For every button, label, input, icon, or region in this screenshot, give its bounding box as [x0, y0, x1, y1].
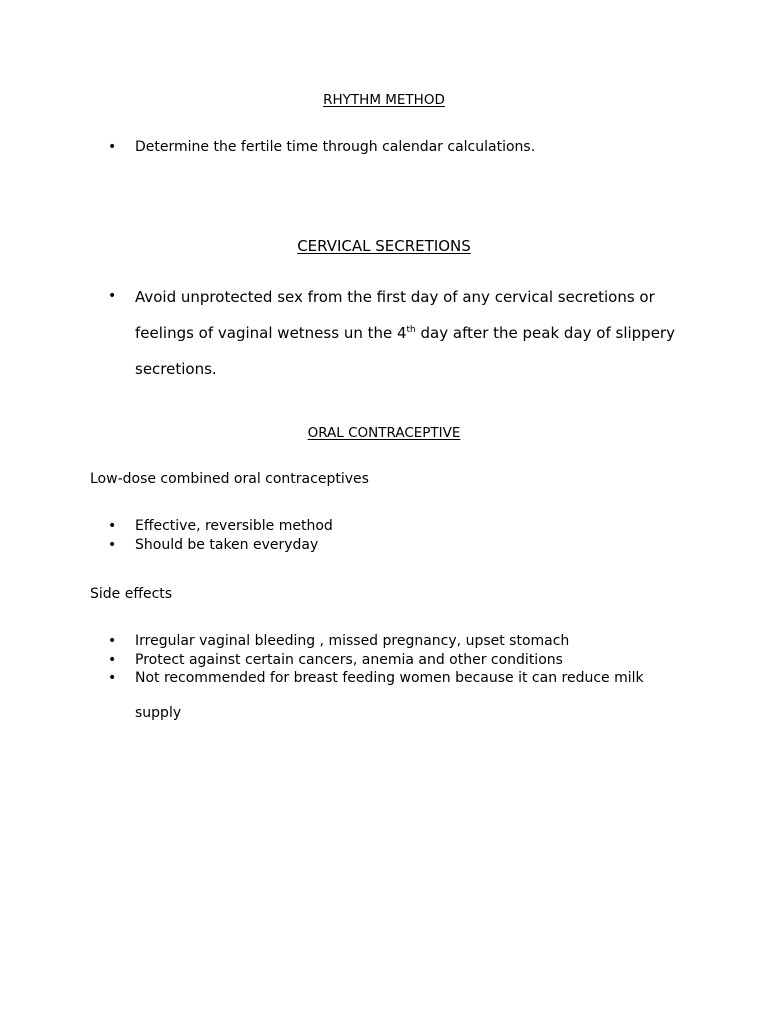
list-item-text: Effective, reversible method: [135, 518, 333, 534]
list-item-continuation: [135, 324, 675, 342]
list-item-text: Not recommended for breast feeding women because it can reduce milk: [135, 670, 644, 686]
bullet-icon: •: [108, 670, 117, 686]
bullet-icon: •: [108, 288, 117, 304]
continuation-text: feelings of vaginal wetness un the 4: [135, 324, 407, 342]
list-item-text: Irregular vaginal bleeding , missed pregnancy, upset stomach: [135, 633, 570, 649]
list-item-text: Determine the fertile time through calendar calculations.: [135, 139, 536, 155]
ordinal-suffix: th: [406, 325, 416, 335]
list-item-text: Protect against certain cancers, anemia and other conditions: [135, 652, 563, 668]
oral-intro-text: Low-dose combined oral contraceptives: [90, 471, 369, 487]
list-item-continuation: supply: [135, 705, 182, 721]
list-item-text: Avoid unprotected sex from the first day of any cervical secretions or: [135, 288, 655, 306]
side-effects-label: Side effects: [90, 586, 173, 602]
continuation-text: day after the peak day of slippery: [415, 324, 675, 342]
bullet-icon: •: [108, 139, 117, 155]
list-item-text: Should be taken everyday: [135, 537, 319, 553]
bullet-icon: •: [108, 633, 117, 649]
bullet-icon: •: [108, 537, 117, 553]
rhythm-method-heading: RHYTHM METHOD: [323, 92, 445, 108]
oral-contraceptive-heading: ORAL CONTRACEPTIVE: [307, 425, 461, 441]
bullet-icon: •: [108, 518, 117, 534]
list-item-continuation: secretions.: [135, 360, 217, 378]
bullet-icon: •: [108, 652, 117, 668]
cervical-secretions-heading: CERVICAL SECRETIONS: [297, 237, 471, 255]
